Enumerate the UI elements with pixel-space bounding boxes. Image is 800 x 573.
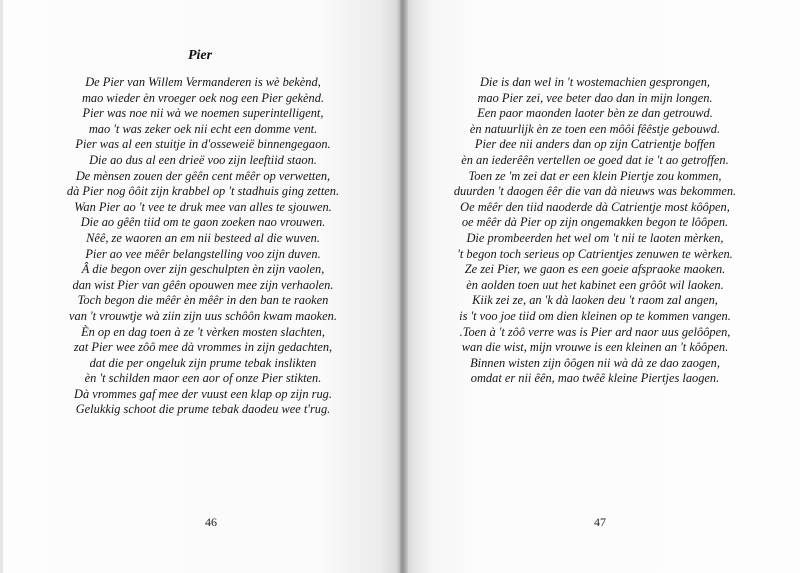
poem-line: Ze zei Pier, we gaon es een goeie afspraoke maoken. xyxy=(464,262,726,277)
poem-text-left xyxy=(40,75,366,418)
poem-line: Die ao gêên tiid om te gaon zoeken nao vrouwen. xyxy=(80,215,326,230)
page-number-right: 47 xyxy=(594,515,606,529)
poem-line: Dà vrommes gaf mee der vuust een klap op zijn rug. xyxy=(74,386,332,401)
poem-line: Â die begon over zijn geschulpten èn zijn vaolen, xyxy=(81,262,325,277)
poem-title: Pier xyxy=(187,48,213,63)
poem-line: Gelukkig schoot die prume tebak daodeu wee t'rug. xyxy=(75,402,331,417)
poem-line: Die prombeerden het wel om 't nii te laoten mèrken, xyxy=(466,230,724,245)
poem-line: mao 't was zeker oek nii echt een domme vent. xyxy=(88,121,318,136)
poem-line: Pier was al een stuitje in d'osseweië binnengegaon. xyxy=(75,137,331,152)
poem-line: dan wist Pier van gêên opouwen mee zijn verhaolen. xyxy=(72,277,334,292)
poem-line: zat Pier wee zôô mee dà vrommes in zijn gedachten, xyxy=(73,340,333,355)
poem-line: mao Pier zei, vee beter dao dan in mijn longen. xyxy=(477,90,713,105)
poem-line: oe mêêr dà Pier op zijn ongemakken begon te lôôpen. xyxy=(461,215,729,230)
page-edge xyxy=(0,0,3,573)
poem-line: Oe mêêr den tiid naoderde dà Catrientje most kôôpen, xyxy=(460,199,730,214)
poem-line: Die ao dus al een drieë voo zijn leeftiid staon. xyxy=(89,152,317,167)
book-gutter xyxy=(396,0,408,573)
page-number-left: 46 xyxy=(205,515,217,529)
poem-line: omdat er nii êên, mao twêê kleine Piertjes laogen. xyxy=(470,371,720,386)
poem-line: is 't voo joe tiid om dien kleinen op te kommen vangen. xyxy=(459,308,731,323)
poem-line: Toen ze 'm zei dat er een klein Piertje zou kommen, xyxy=(468,168,722,183)
poem-line: dat die per ongeluk zijn prume tebak inslikten xyxy=(89,355,317,370)
poem-line: Toch begon die mêêr èn mêêr in den ban te raoken xyxy=(77,293,329,308)
poem-line: èn aolden toen uut het kabinet een grôôt wil laoken. xyxy=(466,277,724,292)
poem-line: èn natuurlijk èn ze toen een môôi fêêstje gebouwd. xyxy=(469,121,721,136)
poem-line: De Pier van Willem Vermanderen is wè bekènd, xyxy=(85,75,321,89)
poem-line: wan die wist, mijn vrouwe is een kleinen an 't kôôpen. xyxy=(461,340,729,355)
poem-line: Die is dan wel in 't wostemachien gesprongen, xyxy=(479,75,710,89)
poem-line: Pier was noe nii wà we noemen superintelligent, xyxy=(82,106,324,121)
poem-line: èn an iederêên vertellen oe goed dat ie 't ao getroffen. xyxy=(461,152,729,167)
poem-line: De mènsen zouen der gêên cent mêêr op verwetten, xyxy=(75,168,331,183)
poem-line: mao wieder èn vroeger oek nog een Pier gekènd. xyxy=(81,90,325,105)
poem-line: dà Pier nog ôôit zijn krabbel op 't stadhuis ging zetten. xyxy=(66,184,340,199)
poem-line: Nêê, ze waoren an em nii besteed al die wuven. xyxy=(86,230,320,245)
poem-line: Pier dee nii anders dan op zijn Catrientje boffen xyxy=(474,137,716,152)
poem-line: Pier ao vee mêêr belangstelling voo zijn duven. xyxy=(85,246,321,261)
poem-line: 't begon toch serieus op Catrientjes zenuwen te wèrken. xyxy=(457,246,733,261)
poem-text-right xyxy=(420,75,770,387)
poem-line: Een paor maonden laoter bèn ze dan getrouwd. xyxy=(477,106,713,121)
poem-line: van 't vrouwtje wà ziin zijn uus schôôn kwam maoken. xyxy=(69,308,337,323)
poem-line: .Toen à 't zôô verre was is Pier ard naor uus gelôôpen, xyxy=(459,324,731,339)
poem-line: Wan Pier ao 't vee te druk mee van alles te sjouwen. xyxy=(74,199,332,214)
poem-line: Èn op en dag toen à ze 't vèrken mosten slachten, xyxy=(81,324,325,339)
poem-line: Binnen wisten zijn ôôgen nii wà dà ze dao zaogen, xyxy=(470,355,720,370)
poem-line: Kiik zei ze, an 'k dà laoken deu 't raom zal angen, xyxy=(472,293,718,308)
poem-line: duurden 't daogen êêr die van dà nieuws was bekommen. xyxy=(453,184,737,199)
poem-line: èn 't schilden maor een aor of onze Pier stikten. xyxy=(84,371,322,386)
